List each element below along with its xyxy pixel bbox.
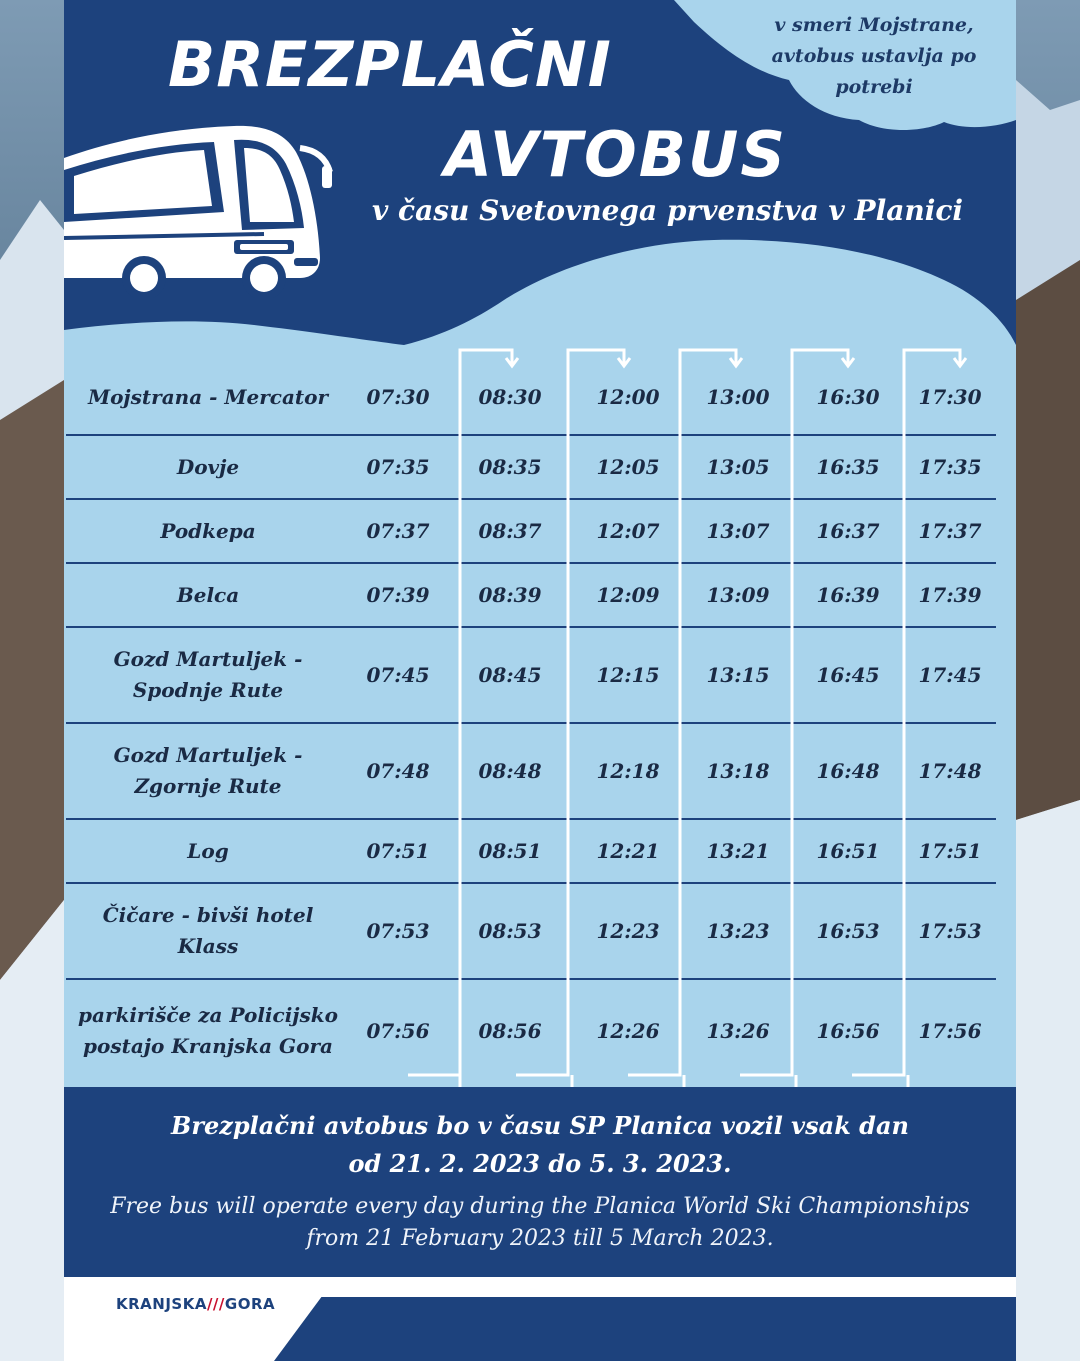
departure-time: 12:09 [596,583,660,607]
departure-time: 17:37 [918,519,982,543]
stop-name-line: Mojstrana - Mercator [87,384,329,409]
departure-time: 08:51 [478,839,542,863]
departure-time: 12:23 [596,919,660,943]
stop-note [754,10,994,103]
departure-time: 17:30 [918,385,982,409]
departure-time: 07:30 [366,385,430,409]
departure-time: 13:09 [706,583,770,607]
departure-time: 13:07 [706,519,770,543]
website-url: www.kranjska-gora.si [176,1334,272,1344]
departure-time: 17:51 [918,839,982,863]
departure-time: 08:39 [478,583,542,607]
departure-time: 07:56 [366,1019,430,1043]
poster [64,0,1016,1361]
departure-time: 08:48 [478,759,542,783]
note-line: avtobus ustavlja po [771,45,977,67]
operation-line: from 21 February 2023 till 5 March 2023. [306,1226,774,1251]
departure-time: 13:23 [706,919,770,943]
departure-time: 12:00 [596,385,660,409]
schedule-table [64,360,1016,1087]
departure-time: 13:21 [706,839,770,863]
departure-time: 16:37 [816,519,880,543]
stop-name-line: Belca [176,582,240,607]
departure-time: 08:30 [478,385,542,409]
departure-time: 16:45 [816,663,880,687]
stop-name-line: parkirišče za Policijsko [78,1003,338,1027]
departure-time: 16:53 [816,919,880,943]
departure-time: 07:39 [366,583,430,607]
departure-time: 08:37 [478,519,542,543]
departure-time: 07:48 [366,759,430,783]
note-line: potrebi [835,76,913,98]
route-loop [852,350,960,1075]
departure-time: 16:56 [816,1019,880,1043]
stop-name-line: Gozd Martuljek - [113,647,303,671]
departure-time: 16:51 [816,839,880,863]
route-loop [408,350,512,1075]
stop-name-line: Spodnje Rute [132,678,284,702]
stop-name-line: Čičare - bivši hotel [102,903,314,927]
departure-time: 08:35 [478,455,542,479]
stop-name-line: postajo Kranjska Gora [83,1034,333,1058]
operation-note-en [64,1191,1016,1255]
departure-time: 07:37 [366,519,430,543]
header [64,0,1016,360]
departure-time: 16:30 [816,385,880,409]
logo-left-text: KRANJSKA [116,1295,207,1313]
logo-plate [64,1280,334,1361]
departure-time: 12:18 [596,759,660,783]
operation-line: od 21. 2. 2023 do 5. 3. 2023. [348,1149,732,1178]
stop-name-line: Zgornje Rute [134,774,282,798]
departure-time: 17:53 [918,919,982,943]
bus-icon [64,118,334,298]
departure-time: 12:21 [596,839,660,863]
logo-mark-icon: /// [206,1295,225,1313]
departure-time: 08:53 [478,919,542,943]
departure-time: 17:48 [918,759,982,783]
stop-name-line: Dovje [176,454,240,479]
departure-time: 12:15 [596,663,660,687]
departure-time: 17:45 [918,663,982,687]
route-loop [740,350,848,1075]
footer [64,1087,1016,1277]
route-loop [516,350,624,1075]
note-line: v smeri Mojstrane, [774,14,974,36]
departure-time: 12:26 [596,1019,660,1043]
departure-time: 07:53 [366,919,430,943]
logo-right-text: GORA [224,1295,276,1313]
departure-time: 12:07 [596,519,660,543]
route-loop [628,350,736,1075]
departure-time: 13:05 [706,455,770,479]
title-line-1: BREZPLAČNI [168,28,612,101]
departure-time: 16:48 [816,759,880,783]
departure-time: 08:56 [478,1019,542,1043]
departure-time: 16:39 [816,583,880,607]
departure-time: 07:45 [366,663,430,687]
departure-time: 13:00 [706,385,770,409]
departure-time: 07:35 [366,455,430,479]
operation-line: Free bus will operate every day during the Planica World Ski Championships [110,1194,970,1219]
departure-time: 07:51 [366,839,430,863]
kranjska-gora-logo [116,1295,275,1313]
operation-note-sl [64,1107,1016,1183]
title-line-2: AVTOBUS [444,118,788,191]
departure-time: 13:15 [706,663,770,687]
operation-line: Brezplačni avtobus bo v času SP Planica vozil vsak dan [171,1111,909,1140]
subtitle: v času Svetovnega prvenstva v Planici [372,194,964,227]
departure-time: 17:39 [918,583,982,607]
stop-name-line: Log [187,838,229,863]
departure-time: 13:26 [706,1019,770,1043]
departure-time: 08:45 [478,663,542,687]
route-connectors [64,360,1016,1087]
departure-time: 17:56 [918,1019,982,1043]
departure-time: 13:18 [706,759,770,783]
departure-time: 17:35 [918,455,982,479]
departure-time: 16:35 [816,455,880,479]
departure-time: 12:05 [596,455,660,479]
stop-name-line: Gozd Martuljek - [113,743,303,767]
stop-name-line: Podkepa [160,518,256,543]
stop-name-line: Klass [177,934,239,958]
